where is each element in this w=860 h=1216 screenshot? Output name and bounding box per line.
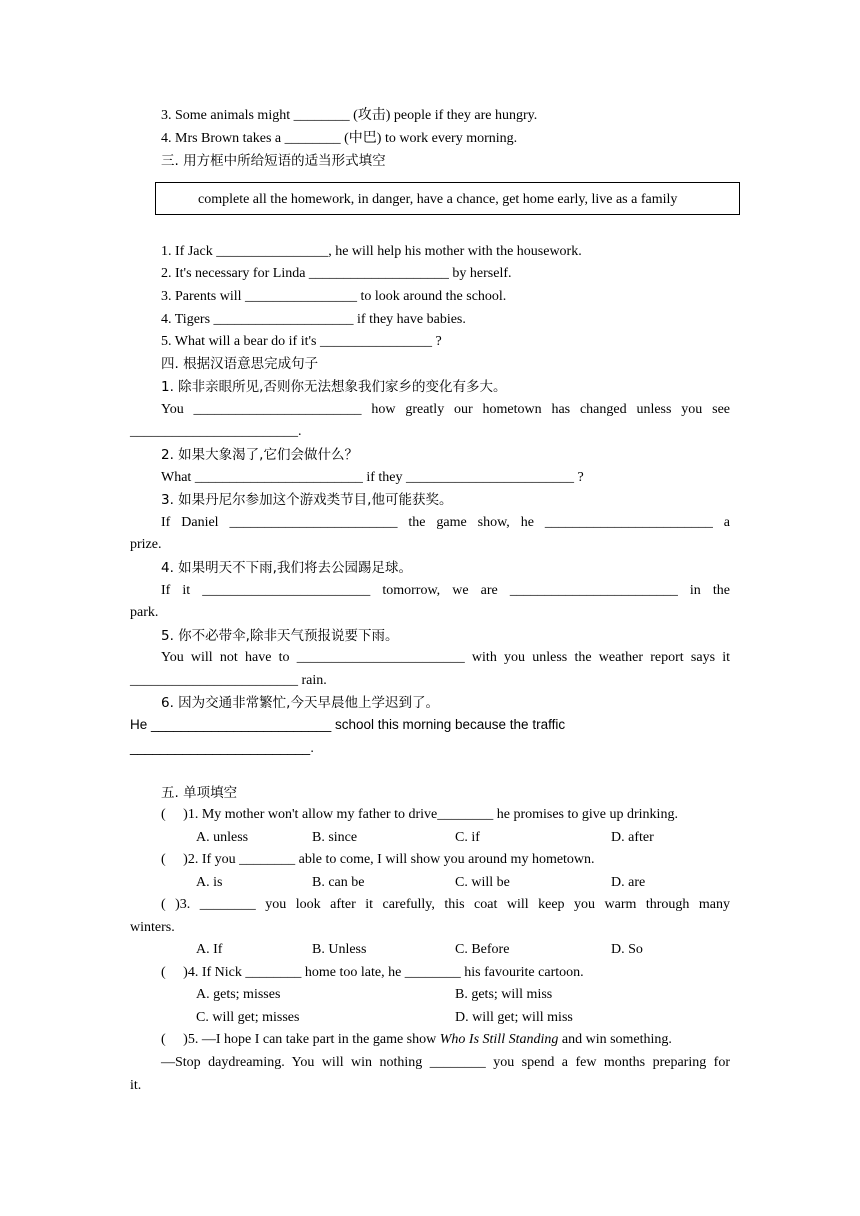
part4-q5-chinese: 5. 你不必带伞,除非天气预报说要下雨。 [161, 628, 399, 644]
part5-q4: ( )4. If Nick ________ home too late, he ________ his favourite cartoon. [161, 965, 584, 980]
part4-q6-english: He ________________________ school this morning because the traffic [130, 717, 566, 732]
part5-q3-option-d: D. So [611, 942, 643, 957]
part3-q5: 5. What will a bear do if it's ________________ ? [161, 334, 442, 349]
part4-q5-english: You will not have to ________________________ with you unless the weather report says it [161, 650, 730, 665]
part4-q6-chinese: 6. 因为交通非常繁忙,今天早晨他上学迟到了。 [161, 695, 439, 711]
part5-q3-option-b: B. Unless [312, 942, 367, 957]
part5-q2-option-a: A. is [196, 875, 223, 890]
part4-q6-english-cont: ________________________. [130, 740, 314, 755]
part4-q2-chinese: 2. 如果大象渴了,它们会做什么？ [161, 447, 358, 463]
part5-q1-option-d: D. after [611, 830, 654, 845]
part4-q4-english-cont: park. [130, 605, 159, 620]
part5-q3-option-c: C. Before [455, 942, 510, 957]
part5-q1: ( )1. My mother won't allow my father to drive________ he promises to give up drinking. [161, 807, 678, 822]
part5-q5-show-title: Who Is Still Standing [439, 1032, 559, 1047]
part3-q2: 2. It's necessary for Linda ____________________ by herself. [161, 266, 512, 281]
part5-q2-option-b: B. can be [312, 875, 365, 890]
part5-heading: 五. 单项填空 [161, 785, 238, 801]
part4-q4-english: If it ________________________ tomorrow, we are ________________________ in the [161, 583, 730, 598]
part5-q5-reply-cont: it. [130, 1078, 142, 1093]
part5-q2-option-d: D. are [611, 875, 646, 890]
part5-q1-option-c: C. if [455, 830, 480, 845]
part5-q2-option-c: C. will be [455, 875, 510, 890]
part5-q3-option-a: A. If [196, 942, 223, 957]
part5-q1-option-a: A. unless [196, 830, 249, 845]
part5-q2: ( )2. If you ________ able to come, I will show you around my hometown. [161, 852, 595, 867]
part4-q2-english: What ________________________ if they ________________________ ? [161, 470, 584, 485]
part5-q4-option-b: B. gets; will miss [455, 987, 553, 1002]
part5-q5-text: ( )5. —I hope I can take part in the game show [161, 1032, 440, 1047]
part4-q1-english: You ________________________ how greatly our hometown has changed unless you see [161, 402, 730, 417]
part3-heading: 三. 用方框中所给短语的适当形式填空 [161, 153, 386, 169]
part3-q3: 3. Parents will ________________ to look around the school. [161, 289, 507, 304]
part4-q1-english-cont: ________________________. [130, 424, 302, 439]
part5-q4-option-d: D. will get; will miss [455, 1010, 573, 1025]
part5-q1-option-b: B. since [312, 830, 358, 845]
part4-q3-english-cont: prize. [130, 537, 162, 552]
part5-q3: ( )3. ________ you look after it carefully, this coat will keep you warm through many [161, 897, 730, 912]
part5-q5-reply: —Stop daydreaming. You will win nothing ________ you spend a few months preparing for [161, 1055, 730, 1070]
part2-q3: 3. Some animals might ________ (攻击) people if they are hungry. [161, 108, 538, 123]
part5-q5-text-end: and win something. [558, 1032, 672, 1047]
part4-q1-chinese: 1. 除非亲眼所见,否则你无法想象我们家乡的变化有多大。 [161, 379, 507, 395]
part5-q5 [161, 1031, 672, 1049]
part5-q4-option-a: A. gets; misses [196, 987, 281, 1002]
part3-q1: 1. If Jack ________________, he will help his mother with the housework. [161, 244, 582, 259]
phrase-box-text: complete all the homework, in danger, have a chance, get home early, live as a family [198, 192, 678, 207]
phrase-box [155, 182, 740, 215]
part2-q4: 4. Mrs Brown takes a ________ (中巴) to work every morning. [161, 131, 518, 146]
part4-q3-english: If Daniel ________________________ the game show, he ________________________ a [161, 515, 730, 530]
part4-q4-chinese: 4. 如果明天不下雨,我们将去公园踢足球。 [161, 560, 412, 576]
part4-q5-english-cont: ________________________ rain. [130, 673, 327, 688]
part3-q4: 4. Tigers ____________________ if they have babies. [161, 312, 466, 327]
part5-q3-cont: winters. [130, 920, 175, 935]
part4-heading: 四. 根据汉语意思完成句子 [161, 356, 319, 372]
part4-q3-chinese: 3. 如果丹尼尔参加这个游戏类节目,他可能获奖。 [161, 492, 453, 508]
part5-q4-option-c: C. will get; misses [196, 1010, 300, 1025]
